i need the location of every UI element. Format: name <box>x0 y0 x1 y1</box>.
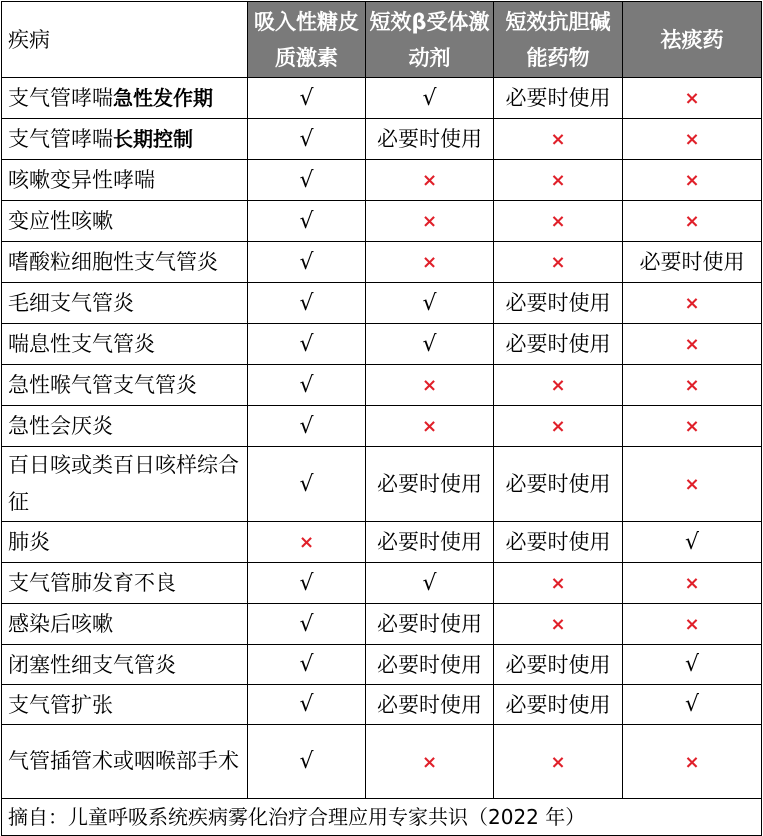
disease-name: 急性喉气管支气管炎 <box>8 373 197 397</box>
table-row <box>2 645 762 685</box>
cell-saba <box>366 201 494 242</box>
cross-mark: × <box>550 170 566 191</box>
cell-saba <box>366 78 494 119</box>
cell-ics <box>248 365 366 406</box>
check-mark: √ <box>299 372 314 398</box>
cross-mark: × <box>421 751 438 773</box>
header-ics: 吸入性糖皮质激素 <box>248 2 366 78</box>
cell-ics <box>248 447 366 522</box>
cell-ics <box>248 563 366 604</box>
cross-mark: × <box>550 751 566 773</box>
check-mark: √ <box>299 331 314 357</box>
cell-ics <box>248 324 366 365</box>
disease-name: 感染后咳嗽 <box>8 612 113 636</box>
check-mark: √ <box>684 652 700 677</box>
usage-text: 必要时使用 <box>505 86 611 110</box>
cell-ics <box>248 242 366 283</box>
cell-expectorant <box>623 604 762 645</box>
disease-name-cell <box>2 78 248 119</box>
disease-name: 喘息性支气管炎 <box>8 332 155 356</box>
source-note: 摘自：儿童呼吸系统疾病雾化治疗合理应用专家共识（2022 年） <box>2 799 762 836</box>
cross-mark: × <box>550 252 566 273</box>
cell-expectorant <box>623 119 762 160</box>
cross-mark: × <box>684 375 700 396</box>
disease-name: 咳嗽变异性哮喘 <box>8 168 155 192</box>
usage-text: 必要时使用 <box>505 291 611 315</box>
check-mark: √ <box>299 126 314 152</box>
check-mark: √ <box>299 692 314 717</box>
cross-mark: × <box>421 375 438 396</box>
cell-sama <box>494 522 623 563</box>
check-mark: √ <box>422 290 437 316</box>
usage-text: 必要时使用 <box>505 692 611 717</box>
header-saba: 短效β受体激动剂 <box>366 2 494 78</box>
table-row <box>2 604 762 645</box>
cell-ics <box>248 160 366 201</box>
usage-text: 必要时使用 <box>377 652 482 677</box>
table-row <box>2 324 762 365</box>
cross-mark: × <box>421 170 438 191</box>
cell-expectorant <box>623 447 762 522</box>
table-row <box>2 160 762 201</box>
cross-mark: × <box>550 573 566 594</box>
disease-name: 毛细支气管炎 <box>8 291 134 315</box>
disease-name: 气管插管术或咽喉部手术 <box>8 749 239 773</box>
usage-text: 必要时使用 <box>377 530 482 554</box>
cell-ics <box>248 283 366 324</box>
cell-expectorant <box>623 685 762 725</box>
table-body <box>2 78 762 799</box>
check-mark: √ <box>299 167 314 193</box>
cell-ics <box>248 725 366 799</box>
cell-expectorant <box>623 283 762 324</box>
disease-name: 支气管肺发育不良 <box>8 571 176 595</box>
table-row <box>2 522 762 563</box>
check-mark: √ <box>299 749 314 774</box>
cell-expectorant <box>623 160 762 201</box>
cross-mark: × <box>684 416 700 437</box>
cell-sama <box>494 324 623 365</box>
usage-text: 必要时使用 <box>505 530 611 554</box>
disease-name: 闭塞性细支气管炎 <box>8 652 176 677</box>
disease-name: 急性会厌炎 <box>8 414 113 438</box>
cell-sama <box>494 160 623 201</box>
table-row <box>2 406 762 447</box>
cell-expectorant <box>623 563 762 604</box>
cross-mark: × <box>684 293 700 314</box>
cell-sama <box>494 365 623 406</box>
cross-mark: × <box>421 416 438 437</box>
cell-ics <box>248 685 366 725</box>
disease-name: 支气管扩张 <box>8 692 113 717</box>
cross-mark: × <box>684 211 700 232</box>
cell-expectorant <box>623 78 762 119</box>
cross-mark: × <box>684 573 700 594</box>
cross-mark: × <box>684 88 700 109</box>
disease-phase: 急性发作期 <box>113 86 213 110</box>
usage-text: 必要时使用 <box>377 127 482 151</box>
table-row <box>2 563 762 604</box>
cell-sama <box>494 685 623 725</box>
cross-mark: × <box>684 334 700 355</box>
cell-sama <box>494 604 623 645</box>
disease-name-cell <box>2 119 248 160</box>
disease-name-cell <box>2 447 248 522</box>
cross-mark: × <box>550 375 566 396</box>
cell-sama <box>494 447 623 522</box>
cell-saba <box>366 685 494 725</box>
table-row <box>2 685 762 725</box>
cell-saba <box>366 725 494 799</box>
check-mark: √ <box>422 85 437 111</box>
table-row <box>2 725 762 799</box>
cell-expectorant <box>623 406 762 447</box>
disease-name-cell <box>2 645 248 685</box>
cell-saba <box>366 604 494 645</box>
disease-name-cell <box>2 604 248 645</box>
disease-name: 嗜酸粒细胞性支气管炎 <box>8 250 218 274</box>
cell-ics <box>248 645 366 685</box>
disease-name-cell <box>2 160 248 201</box>
table-row <box>2 242 762 283</box>
cross-mark: × <box>684 129 700 150</box>
cell-expectorant <box>623 324 762 365</box>
cell-expectorant <box>623 645 762 685</box>
cell-ics <box>248 119 366 160</box>
disease-name-cell <box>2 406 248 447</box>
cell-sama <box>494 78 623 119</box>
cell-sama <box>494 406 623 447</box>
cell-sama <box>494 725 623 799</box>
cell-expectorant <box>623 242 762 283</box>
cell-ics <box>248 78 366 119</box>
check-mark: √ <box>299 471 314 497</box>
cross-mark: × <box>298 532 315 553</box>
cell-saba <box>366 645 494 685</box>
cell-expectorant <box>623 522 762 563</box>
cross-mark: × <box>550 416 566 437</box>
cell-saba <box>366 283 494 324</box>
table-header-row <box>2 2 762 78</box>
disease-name: 变应性咳嗽 <box>8 209 113 233</box>
check-mark: √ <box>422 570 437 596</box>
check-mark: √ <box>299 413 314 439</box>
disease-name-cell <box>2 283 248 324</box>
header-expectorant: 祛痰药 <box>623 2 762 78</box>
usage-text: 必要时使用 <box>377 692 482 717</box>
check-mark: √ <box>299 290 314 316</box>
disease-phase: 长期控制 <box>113 127 193 151</box>
cell-saba <box>366 522 494 563</box>
cell-sama <box>494 645 623 685</box>
cell-sama <box>494 201 623 242</box>
usage-text: 必要时使用 <box>377 612 482 636</box>
cell-saba <box>366 365 494 406</box>
table-row <box>2 78 762 119</box>
cell-saba <box>366 563 494 604</box>
check-mark: √ <box>684 529 700 555</box>
cell-saba <box>366 406 494 447</box>
disease-name-cell <box>2 242 248 283</box>
cross-mark: × <box>684 614 700 635</box>
cell-saba <box>366 119 494 160</box>
cell-expectorant <box>623 725 762 799</box>
disease-name-cell <box>2 563 248 604</box>
cell-saba <box>366 324 494 365</box>
cell-sama <box>494 119 623 160</box>
cross-mark: × <box>421 252 438 273</box>
cell-expectorant <box>623 201 762 242</box>
table-row <box>2 119 762 160</box>
check-mark: √ <box>422 331 437 357</box>
disease-name: 肺炎 <box>8 530 50 554</box>
disease-name-cell <box>2 725 248 799</box>
usage-text: 必要时使用 <box>377 472 482 496</box>
check-mark: √ <box>299 652 314 677</box>
check-mark: √ <box>299 208 314 234</box>
cross-mark: × <box>550 211 566 232</box>
cell-sama <box>494 563 623 604</box>
cell-ics <box>248 201 366 242</box>
footer-row <box>2 799 762 836</box>
disease-name-cell <box>2 365 248 406</box>
cross-mark: × <box>550 614 566 635</box>
table-row <box>2 447 762 522</box>
check-mark: √ <box>299 570 314 596</box>
cross-mark: × <box>550 129 566 150</box>
table-row <box>2 201 762 242</box>
table-row <box>2 365 762 406</box>
cell-saba <box>366 447 494 522</box>
cell-ics <box>248 604 366 645</box>
cell-saba <box>366 160 494 201</box>
cell-sama <box>494 242 623 283</box>
cross-mark: × <box>684 751 700 773</box>
cell-expectorant <box>623 365 762 406</box>
check-mark: √ <box>684 692 700 717</box>
disease-name-cell <box>2 324 248 365</box>
disease-name: 支气管哮喘 <box>8 86 113 110</box>
disease-name-cell <box>2 201 248 242</box>
cross-mark: × <box>421 211 438 232</box>
cell-ics <box>248 522 366 563</box>
table-row <box>2 283 762 324</box>
disease-name: 百日咳或类百日咳样综合征 <box>8 453 239 514</box>
usage-text: 必要时使用 <box>505 652 611 677</box>
disease-name-cell <box>2 685 248 725</box>
check-mark: √ <box>299 611 314 637</box>
header-sama: 短效抗胆碱能药物 <box>494 2 623 78</box>
cross-mark: × <box>684 170 700 191</box>
usage-text: 必要时使用 <box>505 332 611 356</box>
check-mark: √ <box>299 249 314 275</box>
usage-text: 必要时使用 <box>639 250 745 274</box>
cross-mark: × <box>684 474 700 495</box>
cell-ics <box>248 406 366 447</box>
disease-name: 支气管哮喘 <box>8 127 113 151</box>
drug-usage-table <box>1 1 762 836</box>
cell-saba <box>366 242 494 283</box>
check-mark: √ <box>299 85 314 111</box>
usage-text: 必要时使用 <box>505 472 611 496</box>
disease-name-cell <box>2 522 248 563</box>
cell-sama <box>494 283 623 324</box>
header-disease: 疾病 <box>2 2 248 78</box>
